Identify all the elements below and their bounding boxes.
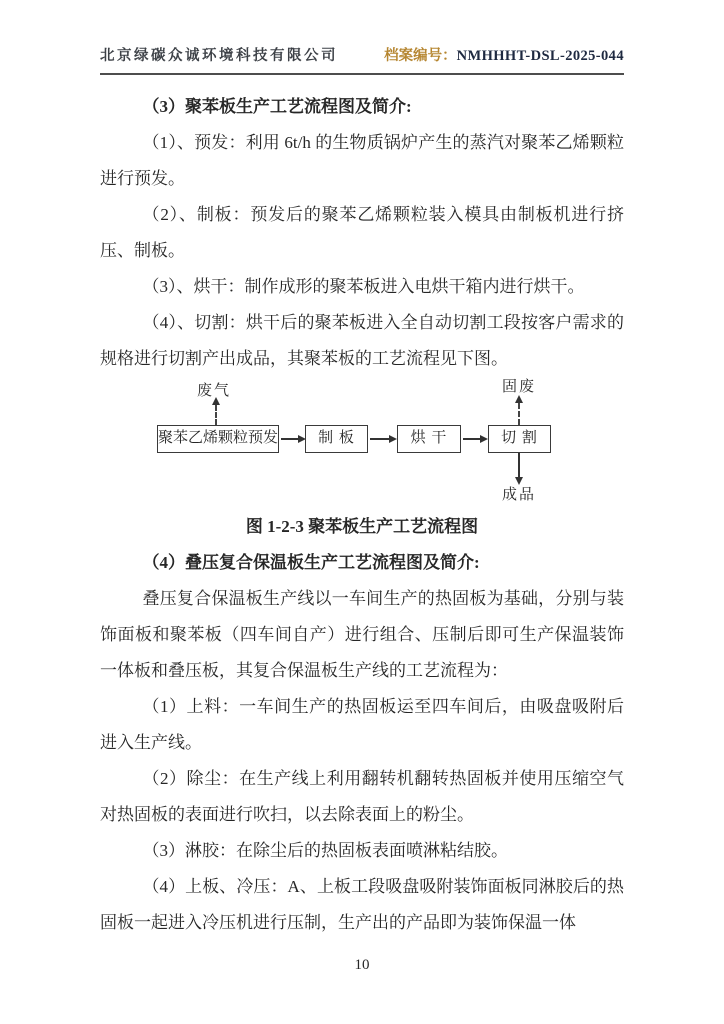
paragraph-section4-intro: 叠压复合保温板生产线以一车间生产的热固板为基础，分别与装饰面板和聚苯板（四车间自产）进行组合、压制后即可生产保温装饰一体板和叠压板，其复合保温板生产线的工艺流程为： (100, 589, 624, 680)
section4-heading: （4）叠压复合保温板生产工艺流程图及简介: (142, 553, 480, 572)
page-header (100, 46, 624, 75)
solid-waste-label: 固废 (502, 379, 537, 395)
flow-arrow-3 (463, 438, 480, 440)
paragraph-dust-removal: （2）除尘：在生产线上利用翻转机翻转热固板并使用压缩空气对热固板的表面进行吹扫，以去除表面上的粉尘。 (100, 769, 624, 824)
solid-waste-dashed-arrow (518, 403, 520, 425)
archive-info (384, 46, 624, 66)
flow-box-preexpansion: 聚苯乙烯颗粒预发 (157, 425, 279, 453)
flow-arrow-2 (370, 438, 389, 440)
paragraph-preexpansion: （1）、预发：利用 6t/h 的生物质锅炉产生的蒸汽对聚苯乙烯颗粒进行预发。 (100, 133, 624, 188)
paragraph-glue-spray: （3）淋胶：在除尘后的热固板表面喷淋粘结胶。 (142, 841, 508, 860)
waste-gas-dashed-arrow (215, 405, 217, 425)
process-flow-diagram (100, 377, 624, 509)
company-name: 北京绿碳众诚环境科技有限公司 (100, 48, 338, 64)
archive-number: NMHHHT-DSL-2025-044 (456, 48, 624, 64)
paragraph-cold-press: （4）上板、冷压：A、上板工段吸盘吸附装饰面板同淋胶后的热固板一起进入冷压机进行压制，生产出的产品即为装饰保温一体 (100, 877, 624, 932)
flow-box-board-forming: 制 板 (305, 425, 368, 453)
waste-gas-label: 废气 (197, 383, 232, 399)
figure-caption: 图 1-2-3 聚苯板生产工艺流程图 (245, 517, 479, 536)
flow-box-drying: 烘 干 (397, 425, 461, 453)
archive-label: 档案编号： (384, 48, 457, 64)
section3-heading: （3）聚苯板生产工艺流程图及简介: (142, 97, 412, 116)
flow-box-cutting: 切 割 (488, 425, 551, 453)
flow-arrow-1 (281, 438, 298, 440)
product-label: 成品 (502, 487, 537, 503)
paragraph-board-forming: （2）、制板：预发后的聚苯乙烯颗粒装入模具由制板机进行挤压、制板。 (100, 205, 624, 260)
document-body (100, 89, 624, 941)
page-number: 10 (354, 957, 370, 973)
paragraph-cutting: （4）、切割：烘干后的聚苯板进入全自动切割工段按客户需求的规格进行切割产出成品，其聚苯板的工艺流程见下图。 (100, 313, 624, 368)
paragraph-loading: （1）上料：一车间生产的热固板运至四车间后，由吸盘吸附后进入生产线。 (100, 697, 624, 752)
page-footer (0, 957, 724, 974)
paragraph-drying: （3）、烘干：制作成形的聚苯板进入电烘干箱内进行烘干。 (142, 277, 585, 296)
product-arrow (518, 453, 520, 477)
